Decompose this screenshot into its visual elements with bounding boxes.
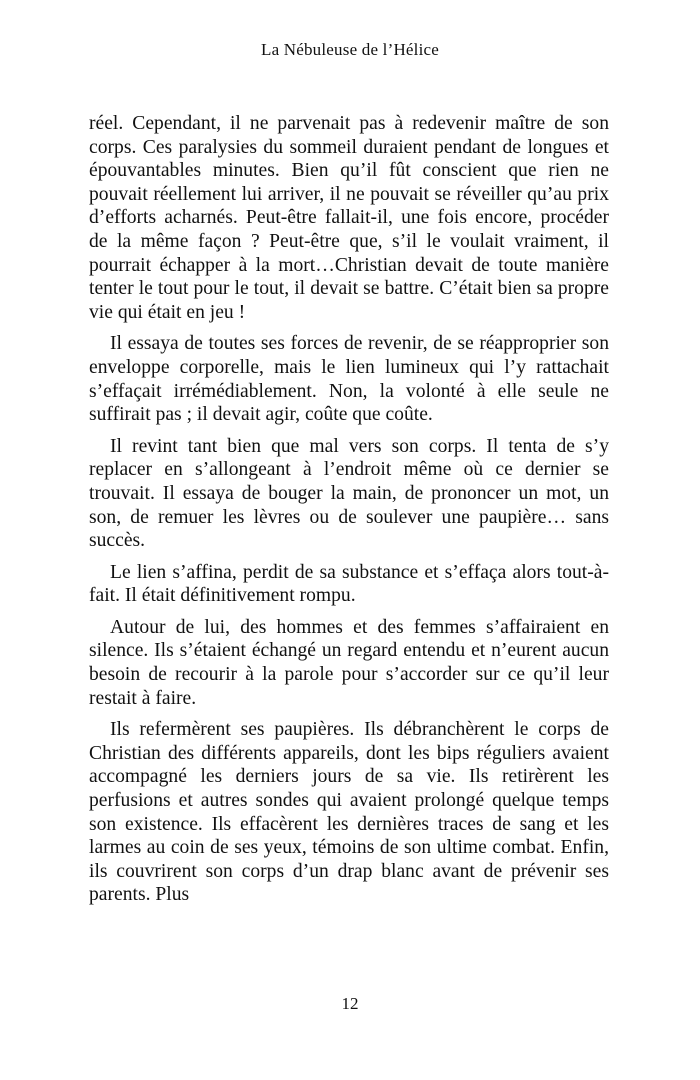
paragraph-4: Le lien s’affina, perdit de sa substance et s’effaça alors tout-à-fait. Il était définitivement rompu. [89,561,609,607]
paragraph-1: réel. Cependant, il ne parvenait pas à redevenir maître de son corps. Ces paralysies du sommeil duraient pendant de longues et épouvantables minutes. Bien qu’il fût conscient que rien ne pouvait réellement lui arriver, il ne pouvait se réveiller qu’au prix d’efforts acharnés. Peut-être fallait-il, une fois encore, procéder de la même façon ? Peut-être que, s’il le voulait vraiment, il pourrait échapper à la mort…Christian devait de toute manière tenter le tout pour le tout, il devait se battre. C’était bien sa propre vie qui était en jeu ! [89,113,609,323]
page-number: 12 [341,994,359,1013]
body-text [89,112,609,915]
paragraph-3: Il revint tant bien que mal vers son corps. Il tenta de s’y replacer en s’allongeant à l’endroit même où ce dernier se trouvait. Il essaya de bouger la main, de prononcer un mot, un son, de remuer les lèvres ou de soulever une paupière… sans succès. [89,435,609,552]
running-header: La Nébuleuse de l’Hélice [260,40,440,59]
paragraph-6: Ils refermèrent ses paupières. Ils débranchèrent le corps de Christian des différents appareils, dont les bips réguliers avaient accompagné les derniers jours de sa vie. Ils retirèrent les perfusions et autres sondes qui avaient prolongé quelque temps son existence. Ils effacèrent les dernières traces de sang et les larmes au coin de ses yeux, témoins de son ultime combat. Enfin, ils couvrirent son corps d’un drap blanc avant de prévenir ses parents. Plus [89,719,609,906]
paragraph-2: Il essaya de toutes ses forces de revenir, de se réapproprier son enveloppe corporelle, mais le lien lumineux qui l’y rattachait s’effaçait irrémédiablement. Non, la volonté à elle seule ne suffirait pas ; il devait agir, coûte que coûte. [89,333,609,426]
paragraph-5: Autour de lui, des hommes et des femmes s’affairaient en silence. Ils s’étaient échangé un regard entendu et n’eurent aucun besoin de recourir à la parole pour s’accorder sur ce qu’il leur restait à faire. [89,616,609,709]
